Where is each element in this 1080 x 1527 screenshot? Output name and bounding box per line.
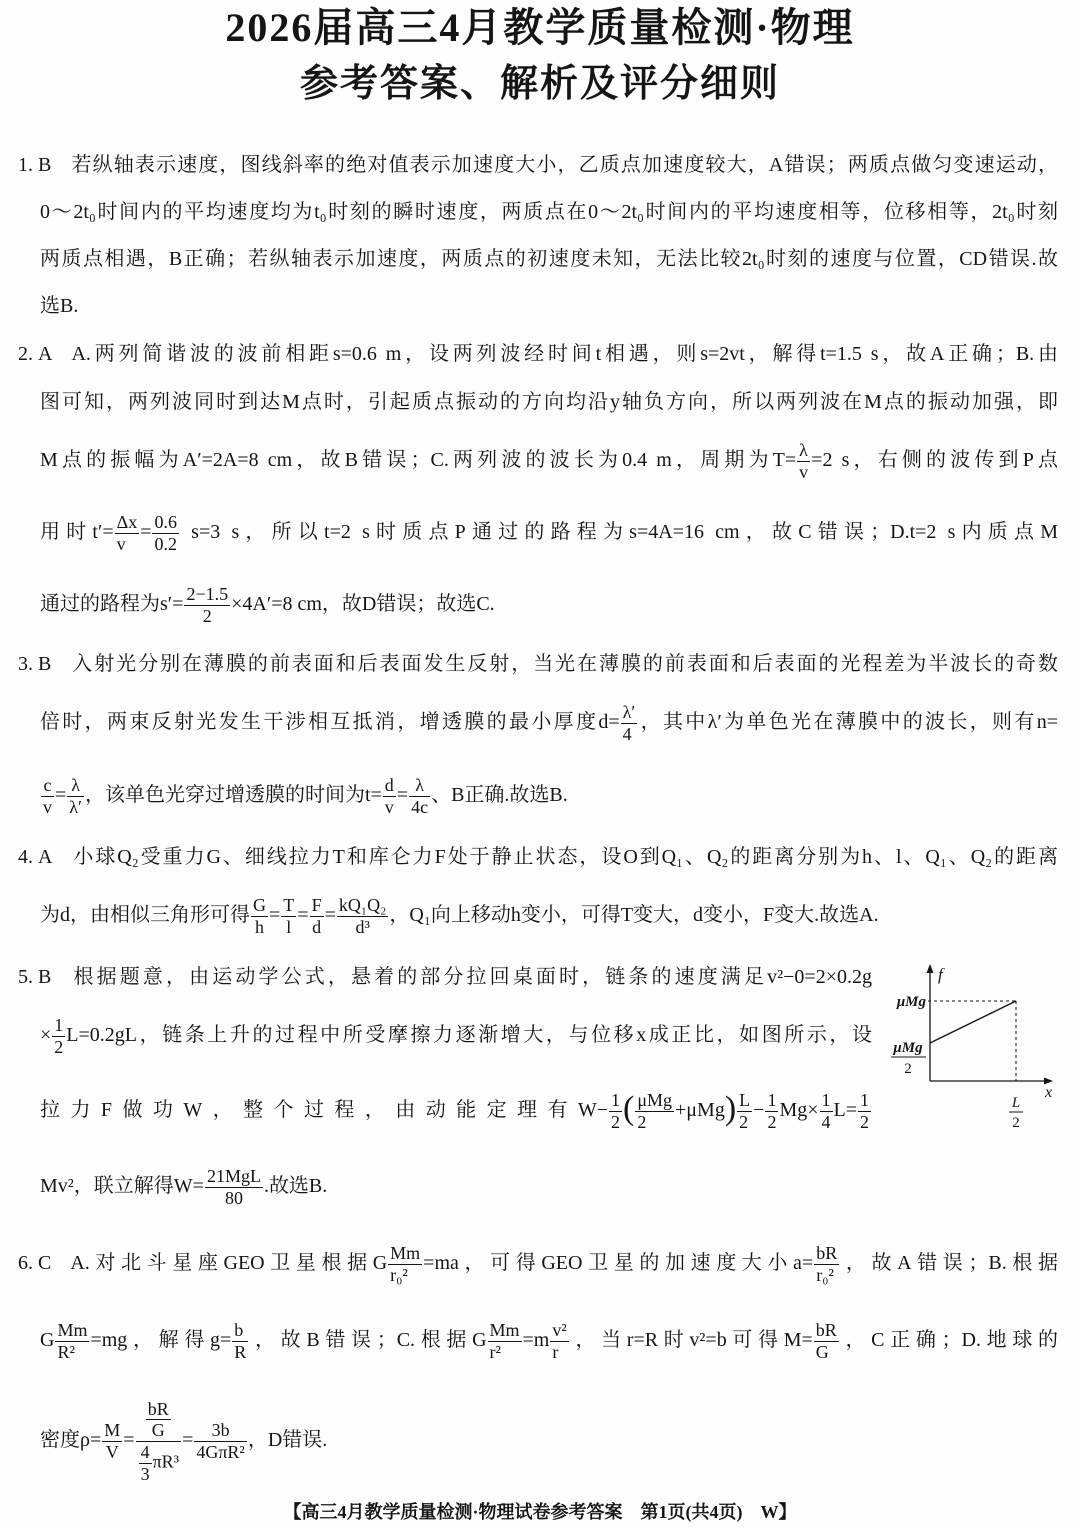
fraction-numerator (621, 702, 638, 724)
text-run: =ma，可得GEO卫星的加速度大小a= (423, 1252, 814, 1274)
fraction-denominator (737, 1112, 752, 1133)
fraction-denominator (814, 1342, 839, 1363)
text-run: A.两列简谐波的波前相距s=0.6 m，设两列波经时间t相遇，则s=2vt，解得t=1.5 s，故A正确；B.由 (71, 343, 1058, 365)
text-run: bR (147, 1398, 169, 1419)
fraction (337, 895, 389, 937)
text-run: kQ₁Q₂ (338, 895, 387, 916)
text-run: 1 (611, 1090, 621, 1111)
fraction-numerator (115, 512, 140, 534)
text-run: b (234, 1320, 244, 1341)
text-run: v (116, 533, 126, 554)
text-run: − (753, 1099, 765, 1121)
text-run: Mm (489, 1320, 520, 1341)
fraction (184, 584, 230, 626)
text-run: 4 (140, 1441, 150, 1462)
text-run: ，C正确；D.地球的 (839, 1329, 1058, 1351)
text-run: πR³ (152, 1451, 180, 1472)
text-run: 1 (767, 1090, 777, 1111)
text-run: =2 s，右侧的波传到P点 (811, 449, 1058, 471)
text-run: bR (815, 1320, 837, 1341)
fraction-numerator (146, 1399, 171, 1421)
text-run: 、B正确.故选B. (431, 784, 568, 806)
fraction (52, 1015, 65, 1057)
fraction (737, 1090, 752, 1132)
fraction-numerator (55, 1320, 89, 1342)
answer-line (18, 1231, 1058, 1295)
answer-letter: B (38, 653, 52, 675)
text-run: × (40, 1024, 52, 1046)
fraction (136, 1399, 182, 1485)
answer-line (40, 690, 1058, 754)
text-run: λ (415, 775, 424, 796)
text-run: λ′ (622, 702, 636, 723)
page-title: 2026届高三4月教学质量检测·物理 (225, 5, 855, 50)
fraction-numerator (858, 1090, 871, 1112)
answer-line (40, 1308, 1058, 1372)
fraction-numerator (550, 1320, 568, 1342)
text-run: 1 (821, 1090, 831, 1111)
fraction (858, 1090, 871, 1132)
fraction-denominator (67, 797, 84, 818)
fraction-numerator (251, 895, 268, 917)
text-run: 4c (411, 796, 429, 817)
text-run: 2 (860, 1111, 869, 1132)
fraction-denominator (310, 917, 324, 938)
answer-letter: A (38, 343, 53, 365)
text-run: G (253, 895, 266, 916)
fraction (814, 1320, 839, 1362)
text-run: 2 (637, 1111, 647, 1132)
text-run: Δx (116, 512, 138, 533)
text-run: T (283, 895, 295, 916)
text-run: l (286, 916, 292, 937)
text-run: 1 (54, 1015, 64, 1036)
fraction-numerator (139, 1442, 152, 1464)
fraction-denominator (797, 462, 810, 483)
fraction (765, 1090, 778, 1132)
fraction (409, 775, 430, 817)
fraction-denominator (820, 1112, 833, 1133)
fraction-numerator (337, 895, 389, 917)
text-run: ，故B错误；C.根据G (249, 1329, 487, 1351)
text-run: 2 (739, 1111, 749, 1132)
text-run: r (552, 1341, 559, 1362)
y-min-label-denominator: 2 (904, 1061, 912, 1077)
answer-line (40, 572, 1058, 636)
fraction (388, 1243, 422, 1285)
text-run: 为d，由相似三角形可得 (40, 904, 250, 926)
text-run: Mm (390, 1243, 421, 1264)
item-number: 5. (18, 966, 33, 988)
fraction-numerator (52, 1015, 65, 1037)
text-run: 小球Q₂受重力G、细线拉力T和库仑力F处于静止状态，设O到Q₁、Q₂的距离分别为h、l、Q₁、Q₂的距离 (71, 846, 1058, 868)
large-parenthesis: ( (623, 1090, 635, 1128)
answer-letter: B (38, 966, 52, 988)
text-run: ×4A′=8 cm，故D错误；故选C. (231, 593, 495, 615)
answer-line (18, 945, 872, 1009)
text-run: 80 (224, 1187, 243, 1208)
fraction-denominator (232, 1342, 248, 1363)
page-subtitle: 参考答案、解析及评分细则 (299, 63, 780, 105)
fraction (609, 1090, 622, 1132)
fraction (152, 512, 179, 554)
text-run: G (151, 1420, 165, 1441)
fraction-numerator (194, 1420, 247, 1442)
fraction-numerator (136, 1399, 182, 1442)
fraction-numerator (814, 1243, 839, 1265)
fraction (232, 1320, 248, 1362)
text-run: 3 (140, 1463, 150, 1484)
fraction-denominator (136, 1442, 182, 1484)
text-run: 4GπR² (196, 1441, 245, 1462)
fraction-denominator (550, 1342, 568, 1363)
text-run: L (739, 1090, 751, 1111)
text-run: 2 (202, 605, 212, 626)
fraction (251, 895, 268, 937)
fraction (820, 1090, 833, 1132)
answer-line (18, 825, 1058, 889)
text-run: d³ (355, 916, 370, 937)
fraction (55, 1320, 89, 1362)
text-run: ，其中λ′为单色光在薄膜中的波长，则有n= (638, 711, 1058, 733)
fraction-denominator (55, 1342, 89, 1363)
text-run: Mm (57, 1320, 88, 1341)
text-run: G (815, 1341, 829, 1362)
fraction-denominator (41, 797, 54, 818)
text-run: M点的振幅为A′=2A=8 cm，故B错误；C.两列波的波长为0.4 m，周期为T= (40, 449, 797, 471)
text-run: h (255, 916, 264, 937)
text-run: 若纵轴表示速度，图线斜率的绝对值表示加速度大小，乙质点加速度较大，A错误；两质点做匀变速运动， (70, 154, 1058, 176)
text-run: r² (489, 1341, 501, 1362)
fraction-denominator (281, 917, 296, 938)
text-run: 0.6 (154, 512, 177, 533)
fraction (115, 512, 140, 554)
text-run: Mv²，联立解得W= (40, 1175, 204, 1197)
fraction-denominator (337, 917, 389, 938)
fraction-denominator (152, 534, 179, 555)
text-run: 0～2t₀时间内的平均速度均为t₀时刻的瞬时速度，两质点在0～2t₀时间内的平均速度相等，位移相等，2t₀时刻 (40, 201, 1058, 223)
text-run: c (43, 775, 52, 796)
text-run: v (43, 796, 52, 817)
text-run: 选B. (40, 295, 79, 317)
text-run: 根据题意，由运动学公式，悬着的部分拉回桌面时，链条的速度满足v²−0=2×0.2g (70, 966, 872, 988)
text-run: d (384, 775, 394, 796)
text-run: 2 (767, 1111, 777, 1132)
answer-line (40, 500, 1058, 564)
text-run: = (269, 904, 281, 926)
text-run: ，该单色光穿过增透膜的时间为t= (84, 784, 382, 806)
fraction-denominator (139, 1464, 152, 1485)
item-number: 6. (18, 1252, 33, 1274)
fraction (139, 1442, 152, 1484)
fraction-denominator (388, 1265, 422, 1286)
fraction-numerator (232, 1320, 248, 1342)
fraction-denominator (635, 1112, 674, 1133)
text-run: 1 (860, 1090, 869, 1111)
fraction (621, 702, 638, 744)
text-run: Mg× (779, 1099, 819, 1121)
fraction-denominator (102, 1442, 122, 1463)
fraction (281, 895, 296, 937)
answer-line (40, 370, 1058, 434)
text-run: +μMg (675, 1099, 725, 1121)
fraction-numerator (765, 1090, 778, 1112)
text-run: =mg，解得g= (90, 1329, 232, 1351)
text-run: R (234, 1341, 247, 1362)
fraction (102, 1420, 122, 1462)
text-run: =m (522, 1329, 550, 1351)
text-run: 用时t′= (40, 521, 114, 543)
x-axis-label: x (1045, 1084, 1053, 1101)
fraction-denominator (251, 917, 268, 938)
text-run: μMg (637, 1090, 673, 1111)
fraction-denominator (115, 534, 140, 555)
text-run: ，故A错误；B.根据 (840, 1252, 1058, 1274)
text-run: bR (816, 1243, 838, 1264)
fraction-numerator (102, 1420, 122, 1442)
text-run: 通过的路程为s′= (40, 593, 184, 615)
item-number: 1. (18, 154, 33, 176)
text-run: = (297, 904, 309, 926)
fraction-numerator (152, 512, 179, 534)
text-run: G (40, 1329, 55, 1351)
text-run: 2 (54, 1036, 64, 1057)
text-run: v (799, 461, 809, 482)
text-run: v² (552, 1320, 567, 1341)
fraction-numerator (388, 1243, 422, 1265)
text-run: M (104, 1420, 121, 1441)
fraction-numerator (814, 1320, 839, 1342)
x-mark-denominator: 2 (1012, 1115, 1020, 1131)
text-run: .故选B. (263, 1175, 328, 1197)
fraction-numerator (281, 895, 296, 917)
fraction (635, 1090, 674, 1132)
item-number: 2. (18, 343, 33, 365)
fraction-numerator (635, 1090, 674, 1112)
text-run: 4 (622, 723, 632, 744)
text-run: 4 (821, 1111, 831, 1132)
text-run: L= (833, 1099, 857, 1121)
text-run: s=3 s，所以t=2 s时质点P通过的路程为s=4A=16 cm，故C错误；D.t=2 s内质点M (179, 521, 1058, 543)
fraction-denominator (205, 1188, 263, 1209)
fraction (488, 1320, 522, 1362)
text-run: ，Q₁向上移动h变小，可得T变大，d变小，F变大.故选A. (389, 904, 879, 926)
item-number: 4. (18, 846, 33, 868)
text-run: λ (799, 440, 808, 461)
text-run: r₀² (816, 1264, 834, 1285)
text-run: 2−1.5 (186, 584, 229, 605)
fraction-denominator (146, 1420, 171, 1441)
text-run: λ′ (69, 796, 82, 817)
text-run: r₀² (390, 1264, 408, 1285)
fraction-numerator (737, 1090, 752, 1112)
text-run: 拉力F做功W，整个过程，由动能定理有W− (40, 1099, 609, 1121)
text-run: = (396, 784, 409, 806)
fraction-numerator (184, 584, 230, 606)
fraction (550, 1320, 568, 1362)
fraction (310, 895, 324, 937)
fraction-denominator (194, 1442, 247, 1463)
text-run: ，D错误. (247, 1429, 328, 1451)
answer-letter: B (38, 154, 52, 176)
fraction-denominator (765, 1112, 778, 1133)
text-run: 倍时，两束反射光发生干涉相互抵消，增透膜的最小厚度d= (40, 711, 620, 733)
fraction-numerator (409, 775, 430, 797)
answer-line (40, 1154, 1058, 1218)
fraction-denominator (814, 1265, 839, 1286)
answer-line (40, 763, 1058, 827)
fraction-denominator (621, 724, 638, 745)
friction-line (930, 1001, 1016, 1043)
text-run: v (384, 796, 394, 817)
y-min-label-numerator: μMg (893, 1040, 923, 1056)
text-run: = (140, 521, 152, 543)
fraction (797, 440, 810, 482)
text-run: F (311, 895, 322, 916)
fraction-numerator (310, 895, 324, 917)
page-footer: 【高三4月教学质量检测·物理试卷参考答案 第1页(共4页) W】 (283, 1502, 797, 1522)
y-max-label: μMg (896, 994, 926, 1010)
fraction-numerator (797, 440, 810, 462)
answer-line (40, 1078, 872, 1142)
text-run: = (182, 1429, 194, 1451)
fraction-denominator (383, 797, 396, 818)
fraction (194, 1420, 247, 1462)
text-run: = (123, 1429, 135, 1451)
answer-line (40, 1385, 1058, 1495)
text-run: 21MgL (206, 1166, 261, 1187)
text-run: 2 (611, 1111, 621, 1132)
text-run: 密度ρ= (40, 1429, 102, 1451)
answer-line (40, 883, 1058, 947)
fraction-numerator (205, 1166, 263, 1188)
fraction-numerator (67, 775, 84, 797)
fraction (146, 1399, 171, 1441)
fraction-denominator (609, 1112, 622, 1133)
text-run: A.对北斗星座GEO卫星根据G (70, 1252, 388, 1274)
fraction-numerator (488, 1320, 522, 1342)
y-axis-label: f (938, 965, 943, 984)
fraction (205, 1166, 263, 1208)
answer-line (40, 428, 1058, 492)
item-number: 3. (18, 653, 33, 675)
text-run: = (324, 904, 336, 926)
fraction-numerator (820, 1090, 833, 1112)
fraction (41, 775, 54, 817)
text-run: 3b (211, 1420, 230, 1441)
fraction-denominator (858, 1112, 871, 1133)
text-run: ，当r=R时v²=b可得M= (569, 1329, 813, 1351)
friction-displacement-graph (882, 960, 1060, 1132)
text-run: 两质点相遇，B正确；若纵轴表示加速度，两质点的初速度未知，无法比较2t₀时刻的速度与位置，CD错误.故 (40, 248, 1058, 270)
text-run: 入射光分别在薄膜的前表面和后表面发生反射，当光在薄膜的前表面和后表面的光程差为半波长的奇数 (70, 653, 1058, 675)
answer-letter: A (38, 846, 53, 868)
text-run: 0.2 (154, 533, 177, 554)
fraction-denominator (488, 1342, 522, 1363)
text-run: L=0.2gL，链条上升的过程中所受摩擦力逐渐增大，与位移x成正比，如图所示，设 (66, 1024, 872, 1046)
answer-line (40, 1003, 872, 1067)
answer-letter: C (38, 1252, 52, 1274)
fraction-denominator (52, 1037, 65, 1058)
text-run: V (105, 1441, 119, 1462)
fraction (814, 1243, 839, 1285)
fraction (383, 775, 396, 817)
text-run: 图可知，两列波同时到达M点时，引起质点振动的方向均沿y轴负方向，所以两列波在M点的振动加强，即 (40, 391, 1058, 413)
fraction (67, 775, 84, 817)
fraction-numerator (383, 775, 396, 797)
fraction-numerator (41, 775, 54, 797)
text-run: = (55, 784, 67, 806)
answer-line (18, 632, 1058, 696)
fraction-numerator (609, 1090, 622, 1112)
text-run: λ (71, 775, 80, 796)
text-run: R² (57, 1341, 75, 1362)
fraction-denominator (409, 797, 430, 818)
large-parenthesis: ) (724, 1090, 737, 1128)
text-run: d (312, 916, 322, 937)
y-axis-arrow (927, 964, 934, 973)
fraction-denominator (184, 606, 230, 627)
x-mark-numerator: L (1011, 1095, 1021, 1111)
